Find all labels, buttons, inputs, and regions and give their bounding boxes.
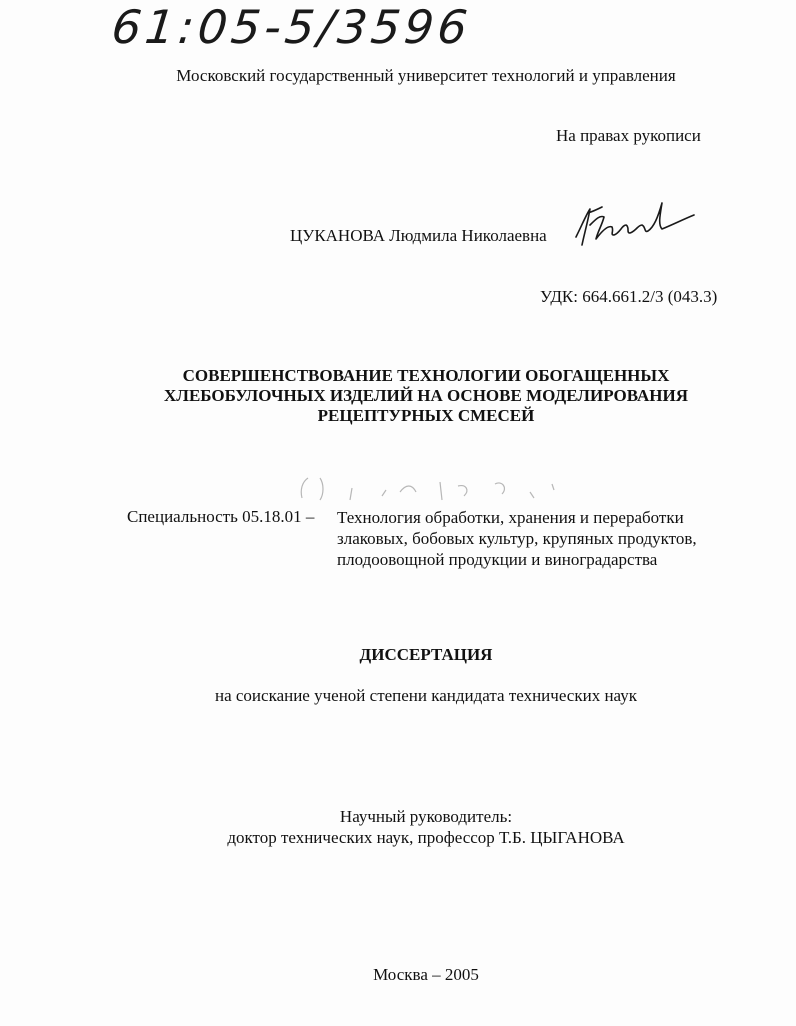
- document-type: ДИССЕРТАЦИЯ: [359, 645, 493, 664]
- manuscript-note: На правах рукописи: [556, 126, 701, 145]
- title-line: ХЛЕБОБУЛОЧНЫХ ИЗДЕЛИЙ НА ОСНОВЕ МОДЕЛИРОВАНИЯ: [164, 386, 688, 405]
- advisor-name: доктор технических наук, профессор Т.Б. ЦЫГАНОВА: [227, 828, 625, 847]
- signature-image: [568, 195, 698, 255]
- author-name: ЦУКАНОВА Людмила Николаевна: [290, 226, 547, 245]
- university-name: Московский государственный университет технологий и управления: [176, 66, 676, 85]
- specialty-description: [337, 507, 697, 570]
- title-line: РЕЦЕПТУРНЫХ СМЕСЕЙ: [317, 406, 535, 425]
- specialty-line: плодоовощной продукции и виноградарства: [337, 550, 658, 569]
- title-line: СОВЕРШЕНСТВОВАНИЕ ТЕХНОЛОГИИ ОБОГАЩЕННЫХ: [182, 366, 670, 385]
- advisor-label: Научный руководитель:: [339, 807, 513, 826]
- specialty-line: злаковых, бобовых культур, крупяных продуктов,: [337, 529, 697, 548]
- degree-statement: на соискание ученой степени кандидата технических наук: [214, 686, 637, 705]
- specialty-label: Специальность 05.18.01 –: [127, 507, 315, 526]
- scientific-advisor: [0, 806, 796, 848]
- archive-number: 61:05-5/3596: [109, 0, 474, 54]
- specialty-line: Технология обработки, хранения и переработки: [337, 508, 684, 527]
- faded-stamp-marks: [290, 470, 580, 510]
- place-and-year: Москва – 2005: [373, 965, 479, 984]
- udk-code: УДК: 664.661.2/3 (043.3): [540, 287, 718, 306]
- dissertation-title: [0, 366, 796, 426]
